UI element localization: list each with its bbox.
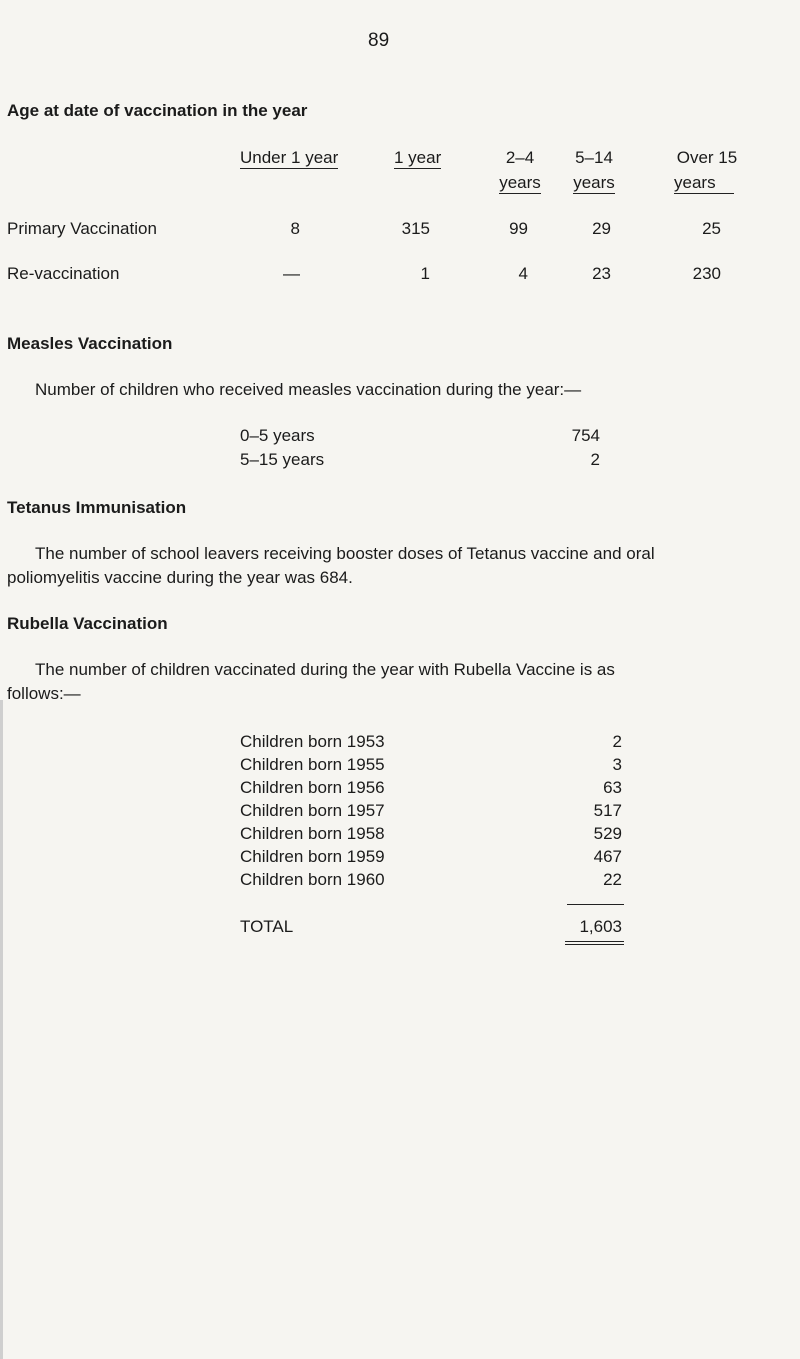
age-section-title: Age at date of vaccination in the year (7, 101, 308, 120)
col-header-over-15-line1: Over 15 (676, 148, 738, 167)
rubella-row-value: 517 (593, 801, 622, 820)
tetanus-text-line2: poliomyelitis vaccine during the year was 684. (7, 568, 353, 587)
rubella-text-line2: follows:— (7, 684, 81, 703)
total-double-rule-top (565, 941, 624, 942)
rubella-row-value: 3 (612, 755, 622, 774)
rubella-row-label: Children born 1958 (240, 824, 385, 843)
table-cell: 315 (401, 219, 430, 238)
measles-row-label: 0–5 years (240, 426, 315, 445)
col-header-2-4-line2: years (499, 173, 541, 192)
row-label: Primary Vaccination (7, 219, 157, 238)
col-header-5-14-line1: 5–14 (575, 148, 613, 167)
col-header-1-year: 1 year (394, 148, 442, 167)
table-cell: 4 (518, 264, 528, 283)
col-header-over-15-line2: years (674, 173, 734, 193)
rubella-row-label: Children born 1955 (240, 755, 385, 774)
table-cell: 29 (592, 219, 611, 238)
rubella-row-label: Children born 1957 (240, 801, 385, 820)
page-number: 89 (368, 30, 390, 51)
tetanus-title: Tetanus Immunisation (7, 498, 187, 517)
col-header-5-14-line2: years (573, 173, 615, 192)
measles-title: Measles Vaccination (7, 334, 173, 353)
rubella-row-label: Children born 1960 (240, 870, 385, 889)
rubella-row-label: Children born 1956 (240, 778, 385, 797)
table-cell: 230 (692, 264, 721, 283)
table-cell: 1 (420, 264, 430, 283)
rubella-row-value: 63 (603, 778, 622, 797)
table-cell: — (283, 264, 300, 283)
rubella-row-value: 22 (603, 870, 622, 889)
rubella-row-value: 2 (612, 732, 622, 751)
total-double-rule-bottom (565, 944, 624, 945)
measles-intro: Number of children who received measles vaccination during the year:— (35, 380, 582, 399)
col-header-2-4-line1: 2–4 (505, 148, 535, 167)
rubella-text-line1: The number of children vaccinated during the year with Rubella Vaccine is as (35, 660, 615, 679)
table-cell: 99 (509, 219, 528, 238)
tetanus-text-line1: The number of school leavers receiving booster doses of Tetanus vaccine and oral (35, 544, 655, 563)
row-label: Re-vaccination (7, 264, 120, 283)
measles-row-value: 2 (590, 450, 600, 469)
table-cell: 25 (702, 219, 721, 238)
table-cell: 23 (592, 264, 611, 283)
rubella-row-value: 467 (593, 847, 622, 866)
rubella-row-label: Children born 1959 (240, 847, 385, 866)
total-label: TOTAL (240, 917, 294, 936)
scan-margin-mark (0, 700, 3, 1359)
measles-row-label: 5–15 years (240, 450, 325, 469)
table-cell: 8 (290, 219, 300, 238)
col-header-under-1-year: Under 1 year (240, 148, 339, 167)
rubella-row-value: 529 (593, 824, 622, 843)
subtotal-rule (567, 904, 624, 905)
rubella-row-label: Children born 1953 (240, 732, 385, 751)
rubella-title: Rubella Vaccination (7, 614, 168, 633)
measles-row-value: 754 (571, 426, 600, 445)
total-value: 1,603 (579, 917, 622, 936)
